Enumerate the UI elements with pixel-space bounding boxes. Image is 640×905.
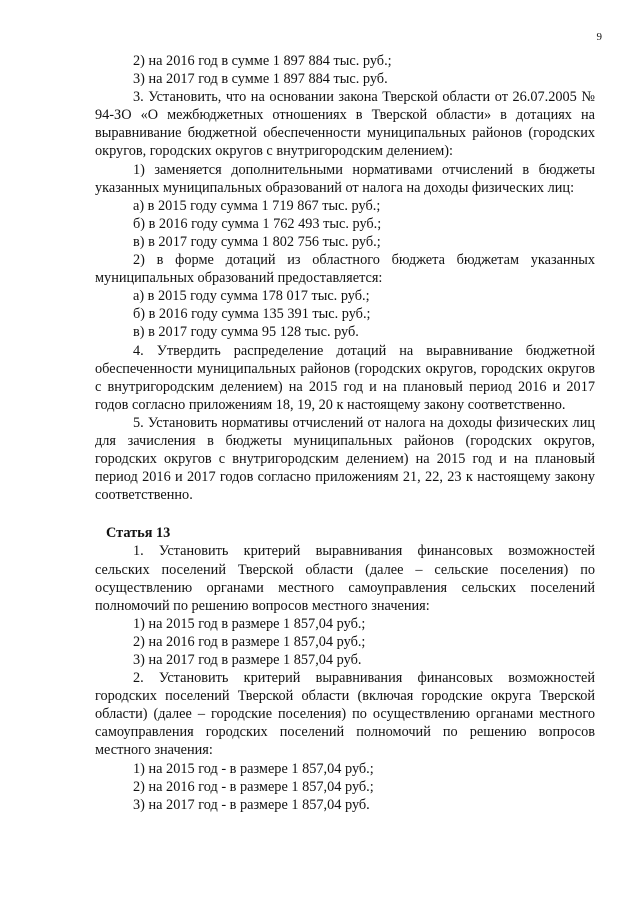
paragraph: б) в 2016 году сумма 1 762 493 тыс. руб.; [133, 215, 382, 232]
paragraph: а) в 2015 году сумма 178 017 тыс. руб.; [133, 288, 370, 305]
paragraph: 5. Установить нормативы отчислений от налога на доходы физических лиц для зачисления в бюджеты муниципальных районов (городских округов, городских округов с внутригородским делением) на 2015 год и на плановый период 2016 и 2017 годов согласно приложениям 21, 22, 23 к настоящему закону соответственно. [95, 414, 595, 504]
paragraph: в) в 2017 году сумма 95 128 тыс. руб. [133, 324, 359, 341]
paragraph: 2) в форме дотаций из областного бюджета бюджетам указанных муниципальных образований предоставляется: [95, 252, 595, 287]
paragraph: в) в 2017 году сумма 1 802 756 тыс. руб.; [133, 233, 381, 250]
paragraph: 1. Установить критерий выравнивания финансовых возможностей сельских поселений Тверской области (далее – сельские поселения) по осуществлению органами местного самоуправления сельских поселений полномочий по решению вопросов местного значения: [95, 543, 595, 614]
paragraph: 3) на 2017 год - в размере 1 857,04 руб. [133, 796, 370, 813]
paragraph: 2) на 2016 год в сумме 1 897 884 тыс. руб.; [133, 53, 392, 69]
document-body [95, 52, 595, 814]
paragraph: а) в 2015 году сумма 1 719 867 тыс. руб.; [133, 197, 381, 214]
paragraph: 2) на 2016 год - в размере 1 857,04 руб.; [133, 778, 374, 795]
paragraph: 4. Утвердить распределение дотаций на выравнивание бюджетной обеспеченности муниципальных районов (городских округов, городских округов с внутригородским делением) на 2015 год и на плановый период 2016 и 2017 годов согласно приложениям 18, 19, 20 к настоящему закону соответственно. [95, 342, 595, 413]
paragraph: 2) на 2016 год в размере 1 857,04 руб.; [133, 633, 366, 650]
section-gap [95, 504, 595, 524]
paragraph: 3. Установить, что на основании закона Тверской области от 26.07.2005 № 94-ЗО «О межбюджетных отношениях в Тверской области» в дотациях на выравнивание бюджетной обеспеченности муниципальных районов (городских округов, городских округов с внутригородским делением): [95, 89, 595, 160]
paragraph: 2. Установить критерий выравнивания финансовых возможностей городских поселений Тверской области (включая городские округа Тверской области) (далее – городские поселения) по осуществлению органами местного самоуправления городских поселений полномочий по решению вопросов местного значения: [95, 670, 595, 759]
paragraph: 3) на 2017 год в сумме 1 897 884 тыс. руб. [133, 71, 388, 88]
page-number: 9 [596, 31, 602, 43]
article-heading: Статья 13 [106, 525, 171, 542]
paragraph: 1) на 2015 год в размере 1 857,04 руб.; [133, 615, 366, 632]
paragraph: 1) на 2015 год - в размере 1 857,04 руб.; [133, 760, 374, 777]
paragraph: 3) на 2017 год в размере 1 857,04 руб. [133, 652, 362, 668]
paragraph: 1) заменяется дополнительными нормативами отчислений в бюджеты указанных муниципальных образований от налога на доходы физических лиц: [95, 161, 595, 196]
paragraph: б) в 2016 году сумма 135 391 тыс. руб.; [133, 306, 371, 323]
